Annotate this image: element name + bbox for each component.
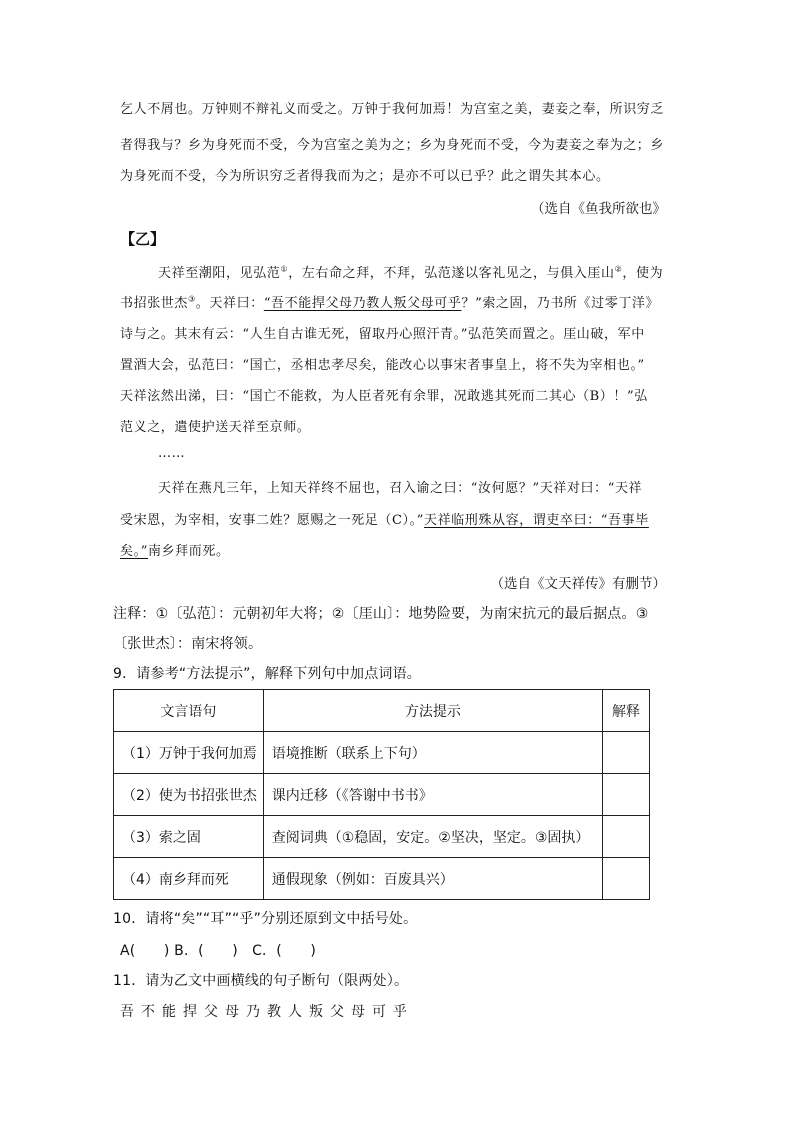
- sentence-cell: （3）索之固: [114, 816, 264, 858]
- table-row: [114, 858, 650, 900]
- question-10-prompt: 10．请将“矣”“耳”“乎”分别还原到文中括号处。: [113, 911, 418, 927]
- table-header-row: [114, 690, 650, 732]
- yi-text: 南乡拜而死。: [147, 544, 230, 559]
- column-header: 解释: [603, 690, 650, 732]
- ellipsis: ……: [158, 446, 186, 461]
- answer-cell[interactable]: [603, 858, 650, 900]
- yi-line-6: 范义之，遣使护送天祥至京师。: [120, 420, 311, 435]
- yi-text: ，左右命之拜，不拜，弘范遂以客礼见之，与俱入厓山: [288, 266, 615, 281]
- yi-line-2: [120, 292, 659, 311]
- table-row: [114, 774, 650, 816]
- jia-line-1: 乞人不屑也。万钟则不辩礼义而受之。万钟于我何加焉！为宫室之美，妻妾之奉，所识穷乏: [120, 102, 665, 117]
- yi-line-5: 天祥泫然出涕，曰：“国亡不能救，为人臣者死有余罪，况敢逃其死而二其心（B）！”弘: [120, 389, 648, 404]
- jia-source: （选自《鱼我所欲也》: [531, 201, 666, 217]
- sentence-cell: （1）万钟于我何加焉: [114, 732, 264, 774]
- jia-line-2: 者得我与？乡为身死而不受，今为宫室之美为之；乡为身死而不受，今为妻妾之奉为之；乡: [120, 138, 665, 153]
- hint-cell: 查阅词典（①稳固，安定。②坚决，坚定。③固执）: [263, 816, 602, 858]
- yi-line-7: 天祥在燕凡三年，上知天祥终不屈也，召入谕之曰：“汝何愿？”天祥对曰：“天祥: [158, 481, 643, 496]
- notes-line-2: 〔张世杰〕：南宋将领。: [113, 636, 263, 652]
- yi-line-8: [120, 509, 649, 528]
- table-row: [114, 732, 650, 774]
- underlined-sentence: “吾不能捍父母乃教人叛父母可乎: [263, 296, 462, 311]
- hint-cell: 课内迁移（《答谢中书书》: [263, 774, 602, 816]
- question-10-answer-line[interactable]: A( ) B．( ) C．( ): [120, 943, 316, 959]
- yi-text: 天祥至潮阳，见弘范: [158, 266, 281, 281]
- yi-line-9: [120, 540, 230, 559]
- yi-text: 。天祥曰：: [195, 296, 264, 311]
- underlined-sentence: 天祥临刑殊从容，谓吏卒曰：“吾事毕: [424, 513, 649, 528]
- answer-cell[interactable]: [603, 774, 650, 816]
- sentence-cell: （2）使为书招张世杰: [114, 774, 264, 816]
- column-header: 文言语句: [114, 690, 264, 732]
- yi-source: （选自《文天祥传》有删节）: [490, 576, 666, 592]
- yi-text: 书招张世杰: [120, 296, 189, 311]
- yi-label: 【乙】: [120, 230, 166, 248]
- jia-line-3: 为身死而不受，今为所识穷乏者得我而为之；是亦不可以已乎？此之谓失其本心。: [120, 169, 610, 184]
- hint-cell: 语境推断（联系上下句）: [263, 732, 602, 774]
- yi-line-1: [158, 262, 663, 281]
- answer-cell[interactable]: [603, 732, 650, 774]
- yi-text: ，使为: [622, 266, 664, 281]
- footnote-marker: ①: [280, 264, 289, 274]
- yi-line-4: 置酒大会，弘范曰：“国亡，丞相忠孝尽矣，能改心以事宋者事皇上，将不失为宰相也。”: [120, 358, 645, 373]
- footnote-marker: ③: [188, 294, 196, 304]
- notes-line-1: 注释：①〔弘范〕：元朝初年大将；②〔厓山〕：地势险要，为南宋抗元的最后据点。③: [113, 606, 649, 622]
- footnote-marker: ②: [614, 264, 623, 274]
- question-9-prompt: 9．请参考“方法提示”，解释下列句中加点词语。: [113, 666, 422, 682]
- yi-text: ？”索之固，乃书所《过零丁洋》: [461, 296, 660, 311]
- yi-line-3: 诗与之。其末有云：“人生自古谁无死，留取丹心照汗青。”弘范笑而置之。厓山破，军中: [120, 327, 645, 342]
- question-9-table: [113, 689, 650, 900]
- hint-cell: 通假现象（例如：百废具兴）: [263, 858, 602, 900]
- answer-cell[interactable]: [603, 816, 650, 858]
- yi-text: 受宋恩，为宰相，安事二姓？愿赐之一死足（C）。”: [120, 513, 424, 528]
- question-11-prompt: 11．请为乙文中画横线的句子断句（限两处）。: [113, 973, 409, 989]
- underlined-sentence: 矣。”: [120, 544, 148, 559]
- column-header: 方法提示: [263, 690, 602, 732]
- question-11-sentence[interactable]: 吾不能捍父母乃教人叛父母可乎: [120, 1004, 414, 1020]
- sentence-cell: （4）南乡拜而死: [114, 858, 264, 900]
- table-row: [114, 816, 650, 858]
